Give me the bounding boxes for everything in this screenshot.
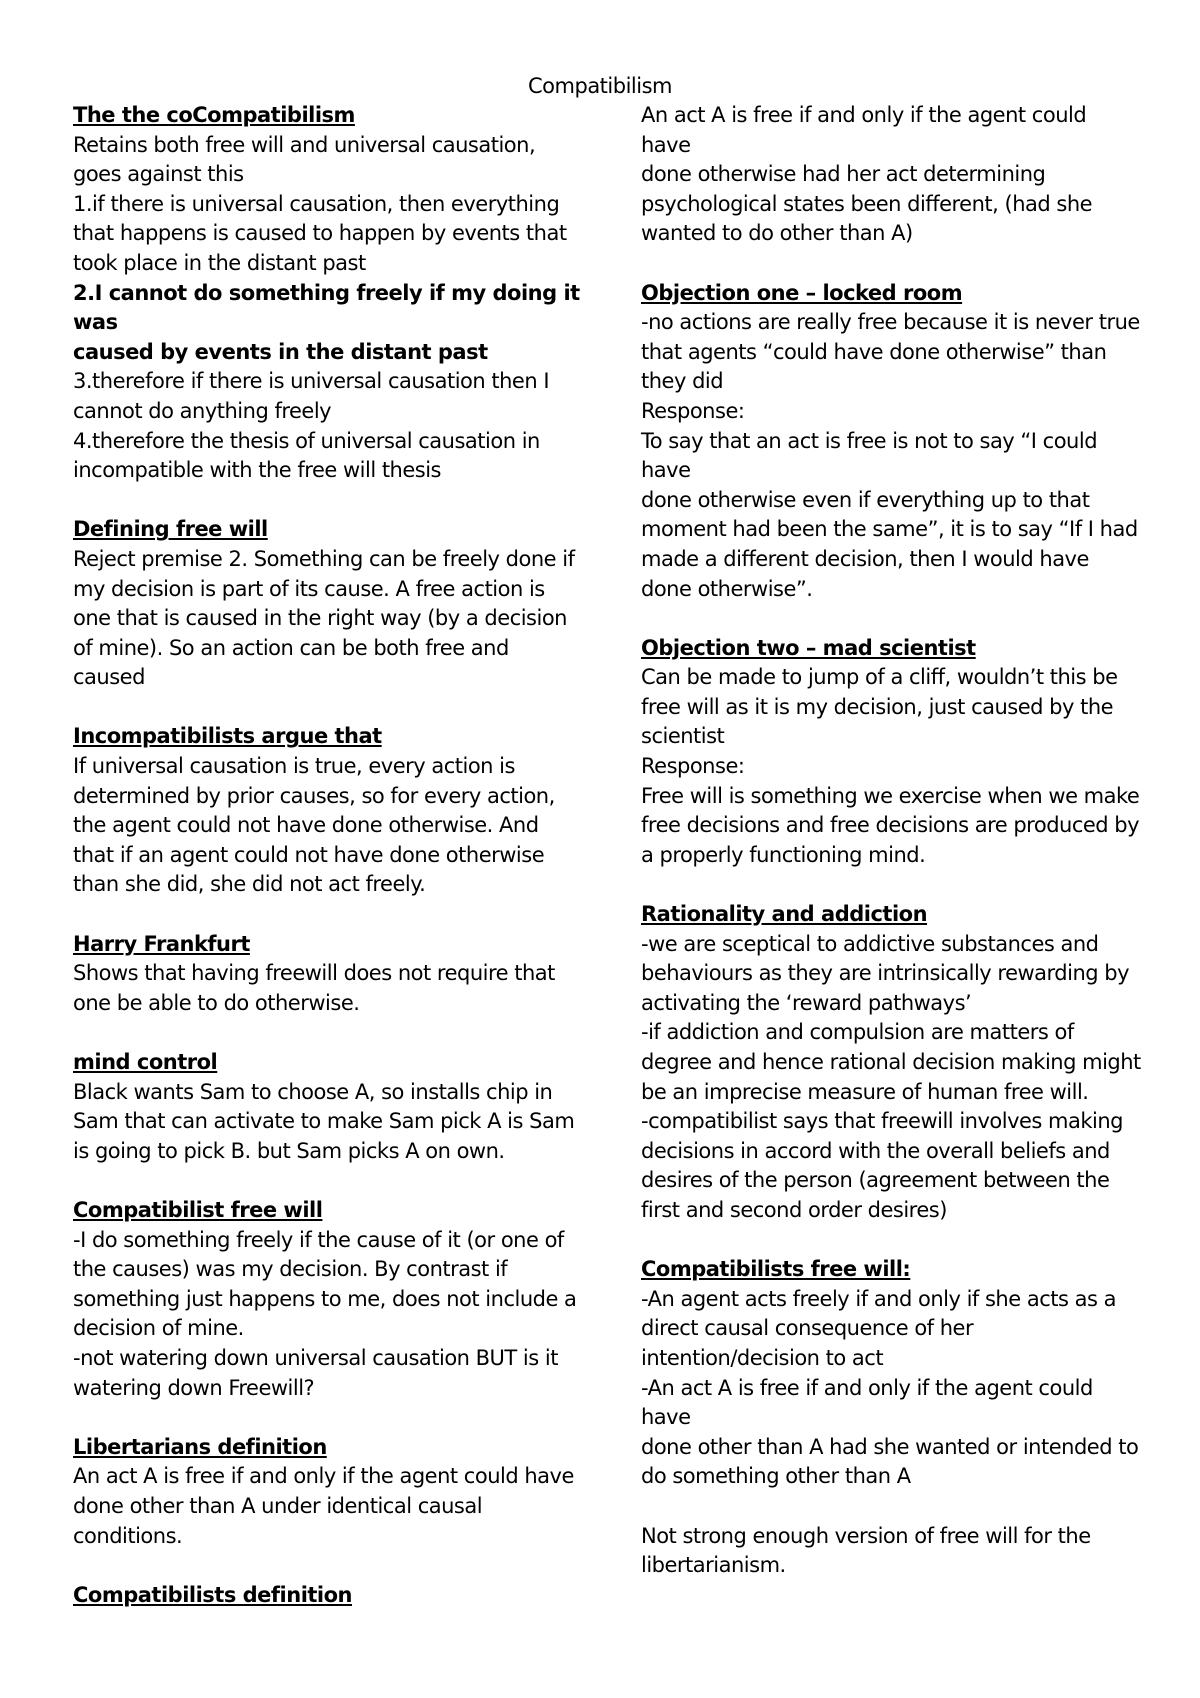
text-line: one that is caused in the right way (by a decision (73, 606, 567, 631)
section-heading: Harry Frankfurt (73, 931, 250, 956)
text-line: 1.if there is universal causation, then everything (73, 191, 560, 216)
section-heading: Compatibilists free will: (641, 1257, 911, 1282)
section-heading: Objection two – mad scientist (641, 635, 976, 660)
text-line: done otherwise”. (641, 576, 813, 601)
text-line: behaviours as they are intrinsically rewarding by (641, 961, 1130, 986)
section-heading: Rationality and addiction (641, 902, 928, 927)
text-line: done other than A under identical causal (73, 1493, 483, 1518)
text-line: than she did, she did not act freely. (73, 872, 426, 897)
text-line: 2.I cannot do something freely if my doing it was (73, 280, 580, 335)
text-line: decision of mine. (73, 1316, 244, 1341)
text-line: To say that an act is free is not to say “I could have (641, 428, 1098, 483)
text-line: -no actions are really free because it is never true (641, 310, 1140, 335)
section-continuation-0 (641, 101, 1141, 249)
section-heading: Libertarians definition (73, 1434, 327, 1459)
text-line: took place in the distant past (73, 250, 366, 275)
text-line: -An agent acts freely if and only if she acts as a (641, 1286, 1116, 1311)
section-compatibilist-free-will (73, 1196, 583, 1403)
section-heading: Compatibilists definition (73, 1582, 353, 1607)
text-line: -An act A is free if and only if the agent could have (641, 1375, 1093, 1430)
section-heading: Defining free will (73, 517, 268, 542)
text-line: cannot do anything freely (73, 398, 332, 423)
page-title: Compatibilism (528, 74, 672, 98)
text-line: of mine). So an action can be both free and (73, 635, 509, 660)
left-column (73, 101, 583, 1640)
section-compatibilists-free-will (641, 1255, 1141, 1492)
text-line: caused by events in the distant past (73, 339, 488, 364)
text-line: psychological states been different, (had she (641, 191, 1093, 216)
text-line: -we are sceptical to addictive substances and (641, 931, 1099, 956)
text-line: Response: (641, 754, 745, 779)
text-line: they did (641, 369, 724, 394)
text-line: Shows that having freewill does not require that (73, 961, 555, 986)
text-line: the agent could not have done otherwise. And (73, 813, 539, 838)
section-heading: Objection one – locked room (641, 280, 963, 305)
text-line: Response: (641, 398, 745, 423)
text-line: desires of the person (agreement between the (641, 1168, 1110, 1193)
text-line: determined by prior causes, so for every action, (73, 783, 555, 808)
right-column (641, 101, 1141, 1610)
section-heading: The the coCompatibilism (73, 103, 355, 127)
text-line: -not watering down universal causation BUT is it (73, 1345, 558, 1370)
text-line: Black wants Sam to choose A, so installs chip in (73, 1079, 553, 1104)
text-line: conditions. (73, 1523, 183, 1548)
text-line: be an imprecise measure of human free will. (641, 1079, 1089, 1104)
text-line: that happens is caused to happen by events that (73, 221, 567, 246)
text-line: decisions in accord with the overall beliefs and (641, 1138, 1110, 1163)
section-rationality-and-addiction (641, 900, 1141, 1226)
text-line: done other than A had she wanted or intended to (641, 1434, 1139, 1459)
text-line: Sam that can activate to make Sam pick A is Sam (73, 1109, 575, 1134)
text-line: something just happens to me, does not include a (73, 1286, 577, 1311)
text-line: a properly functioning mind. (641, 842, 926, 867)
text-line: caused (73, 665, 145, 690)
text-line: intention/decision to act (641, 1345, 884, 1370)
section-the-the-cocompatibilism (73, 101, 583, 486)
text-line: one be able to do otherwise. (73, 990, 360, 1015)
text-line: Free will is something we exercise when we make (641, 783, 1140, 808)
text-line: do something other than A (641, 1464, 911, 1489)
section-defining-free-will (73, 515, 583, 693)
section-objection-one-locked-room (641, 279, 1141, 605)
section-continuation-5 (641, 1522, 1141, 1581)
section-incompatibilists-argue-that (73, 722, 583, 900)
section-harry-frankfurt (73, 930, 583, 1019)
text-line: 3.therefore if there is universal causation then I (73, 369, 550, 394)
text-line: An act A is free if and only if the agent could have (641, 103, 1087, 157)
text-line: If universal causation is true, every action is (73, 754, 515, 779)
section-libertarians-definition (73, 1433, 583, 1551)
text-line: -if addiction and compulsion are matters of (641, 1020, 1074, 1045)
text-line: -compatibilist says that freewill involves making (641, 1109, 1123, 1134)
text-line: is going to pick B. but Sam picks A on own. (73, 1138, 505, 1163)
text-line: free will as it is my decision, just caused by the (641, 694, 1114, 719)
text-line: wanted to do other than A) (641, 221, 913, 246)
text-line: Can be made to jump of a cliff, wouldn’t this be (641, 665, 1118, 690)
section-compatibilists-definition (73, 1581, 583, 1611)
text-line: done otherwise even if everything up to that (641, 487, 1090, 512)
text-line: goes against this (73, 162, 244, 187)
text-line: my decision is part of its cause. A free action is (73, 576, 545, 601)
text-line: Retains both free will and universal causation, (73, 132, 536, 157)
text-line: that agents “could have done otherwise” than (641, 339, 1107, 364)
section-objection-two-mad-scientist (641, 634, 1141, 871)
text-line: done otherwise had her act determining (641, 162, 1046, 187)
text-line: incompatible with the free will thesis (73, 458, 442, 483)
text-line: free decisions and free decisions are produced by (641, 813, 1140, 838)
text-line: Reject premise 2. Something can be freely done if (73, 546, 575, 571)
text-line: watering down Freewill? (73, 1375, 315, 1400)
text-line: scientist (641, 724, 725, 749)
text-line: made a different decision, then I would have (641, 546, 1089, 571)
text-line: direct causal consequence of her (641, 1316, 974, 1341)
section-mind-control (73, 1048, 583, 1166)
text-line: libertarianism. (641, 1553, 786, 1578)
section-heading: Compatibilist free will (73, 1197, 323, 1222)
text-line: 4.therefore the thesis of universal causation in (73, 428, 540, 453)
text-line: degree and hence rational decision making might (641, 1050, 1141, 1074)
text-line: An act A is free if and only if the agent could have (73, 1464, 574, 1489)
section-heading: Incompatibilists argue that (73, 724, 382, 749)
text-line: first and second order desires) (641, 1197, 947, 1222)
section-heading: mind control (73, 1050, 218, 1074)
text-line: -I do something freely if the cause of it (or one of (73, 1227, 564, 1252)
text-line: the causes) was my decision. By contrast if (73, 1257, 508, 1282)
text-line: activating the ‘reward pathways’ (641, 990, 972, 1015)
text-line: that if an agent could not have done otherwise (73, 842, 545, 867)
text-line: moment had been the same”, it is to say “If I had (641, 517, 1138, 542)
text-line: Not strong enough version of free will for the (641, 1523, 1091, 1548)
